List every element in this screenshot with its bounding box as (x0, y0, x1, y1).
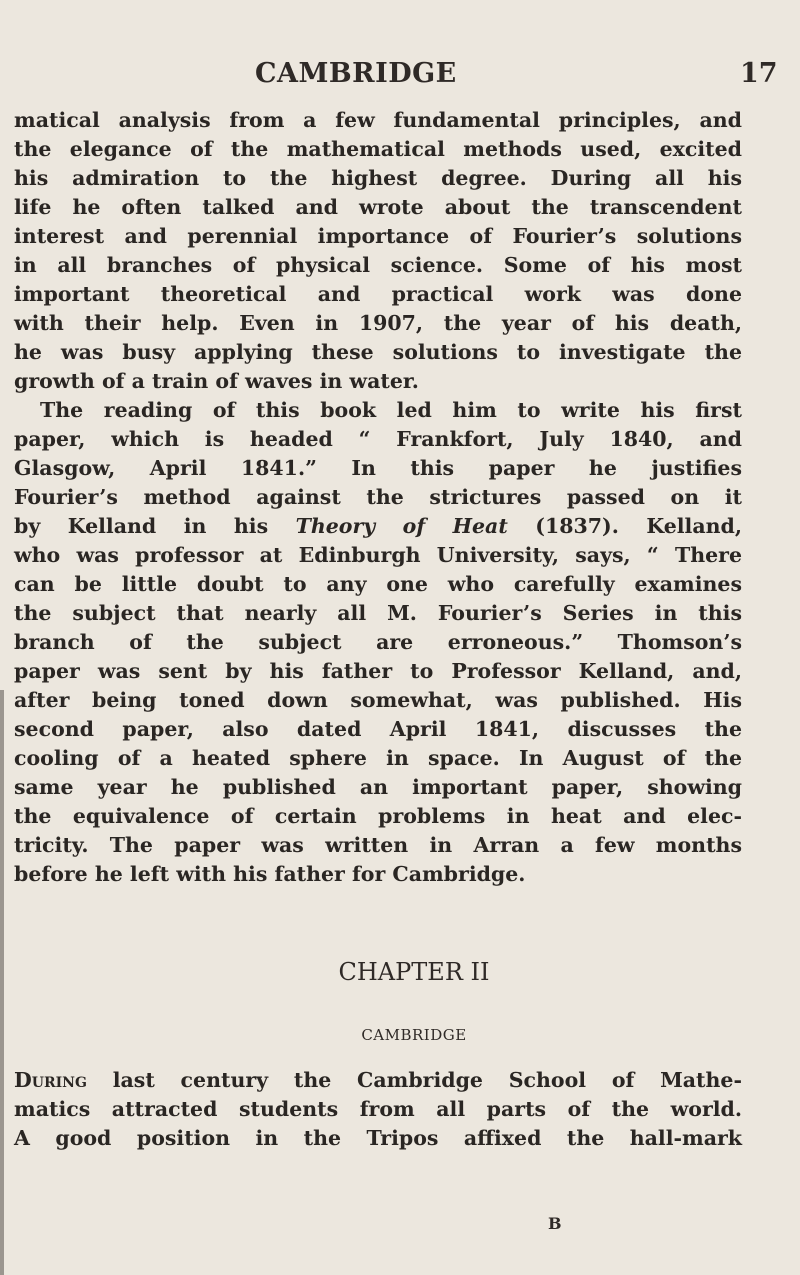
text-line: branch of the subject are erroneous.” Thomson’s (14, 630, 742, 654)
text-line-with-title (14, 512, 742, 541)
text-line: his admiration to the highest degree. During all his (14, 166, 742, 190)
text-line: before he left with his father for Cambridge. (14, 862, 526, 886)
text-line: same year he published an important paper, showing (14, 775, 742, 799)
text-line: life he often talked and wrote about the transcendent (14, 195, 742, 219)
text-line: tricity. The paper was written in Arran a few months (14, 833, 742, 857)
text-line: paper, which is headed “ Frankfort, July 1840, and (14, 427, 742, 451)
running-title: CAMBRIDGE (255, 58, 457, 89)
text-line: can be little doubt to any one who carefully examines (14, 572, 742, 596)
book-title: Theory of Heat (295, 514, 508, 538)
text-line: matical analysis from a few fundamental principles, and (14, 108, 742, 132)
text-line (14, 1066, 742, 1095)
signature-mark: B (548, 1214, 562, 1233)
text-line: after being toned down somewhat, was published. His (14, 688, 742, 712)
running-head (0, 58, 800, 94)
text-line: cooling of a heated sphere in space. In August of the (14, 746, 742, 770)
text-line: Glasgow, April 1841.” In this paper he justifies (14, 456, 742, 480)
chapter-heading: CHAPTER II (338, 958, 490, 986)
text-line: The reading of this book led him to write his first (40, 398, 742, 422)
text-line: in all branches of physical science. Some of his most (14, 253, 742, 277)
chapter-subheading: CAMBRIDGE (361, 1026, 467, 1044)
text-line: important theoretical and practical work was done (14, 282, 742, 306)
text-line: the elegance of the mathematical methods used, excited (14, 137, 742, 161)
text-line: growth of a train of waves in water. (14, 369, 419, 393)
text-fragment: (1837). Kelland, (507, 514, 742, 538)
text-fragment: by Kelland in his (14, 514, 296, 538)
text-line: Fourier’s method against the strictures passed on it (14, 485, 742, 509)
text-line: the equivalence of certain problems in heat and elec- (14, 804, 742, 828)
page-number: 17 (740, 58, 778, 89)
text-line: who was professor at Edinburgh University, says, “ There (14, 543, 742, 567)
text-line: paper was sent by his father to Professor Kelland, and, (14, 659, 742, 683)
text-line: the subject that nearly all M. Fourier’s Series in this (14, 601, 742, 625)
text-line: with their help. Even in 1907, the year of his death, (14, 311, 742, 335)
body-text (14, 106, 742, 889)
text-line: interest and perennial importance of Fourier’s solutions (14, 224, 742, 248)
text-line: he was busy applying these solutions to investigate the (14, 340, 742, 364)
text-line: A good position in the Tripos affixed the hall-mark (14, 1126, 742, 1150)
chapter-opening-text (14, 1066, 742, 1153)
text-fragment: last century the Cambridge School of Mathe- (86, 1068, 742, 1092)
text-line: matics attracted students from all parts of the world. (14, 1097, 742, 1121)
drop-word: During (14, 1068, 87, 1092)
text-line: second paper, also dated April 1841, discusses the (14, 717, 742, 741)
